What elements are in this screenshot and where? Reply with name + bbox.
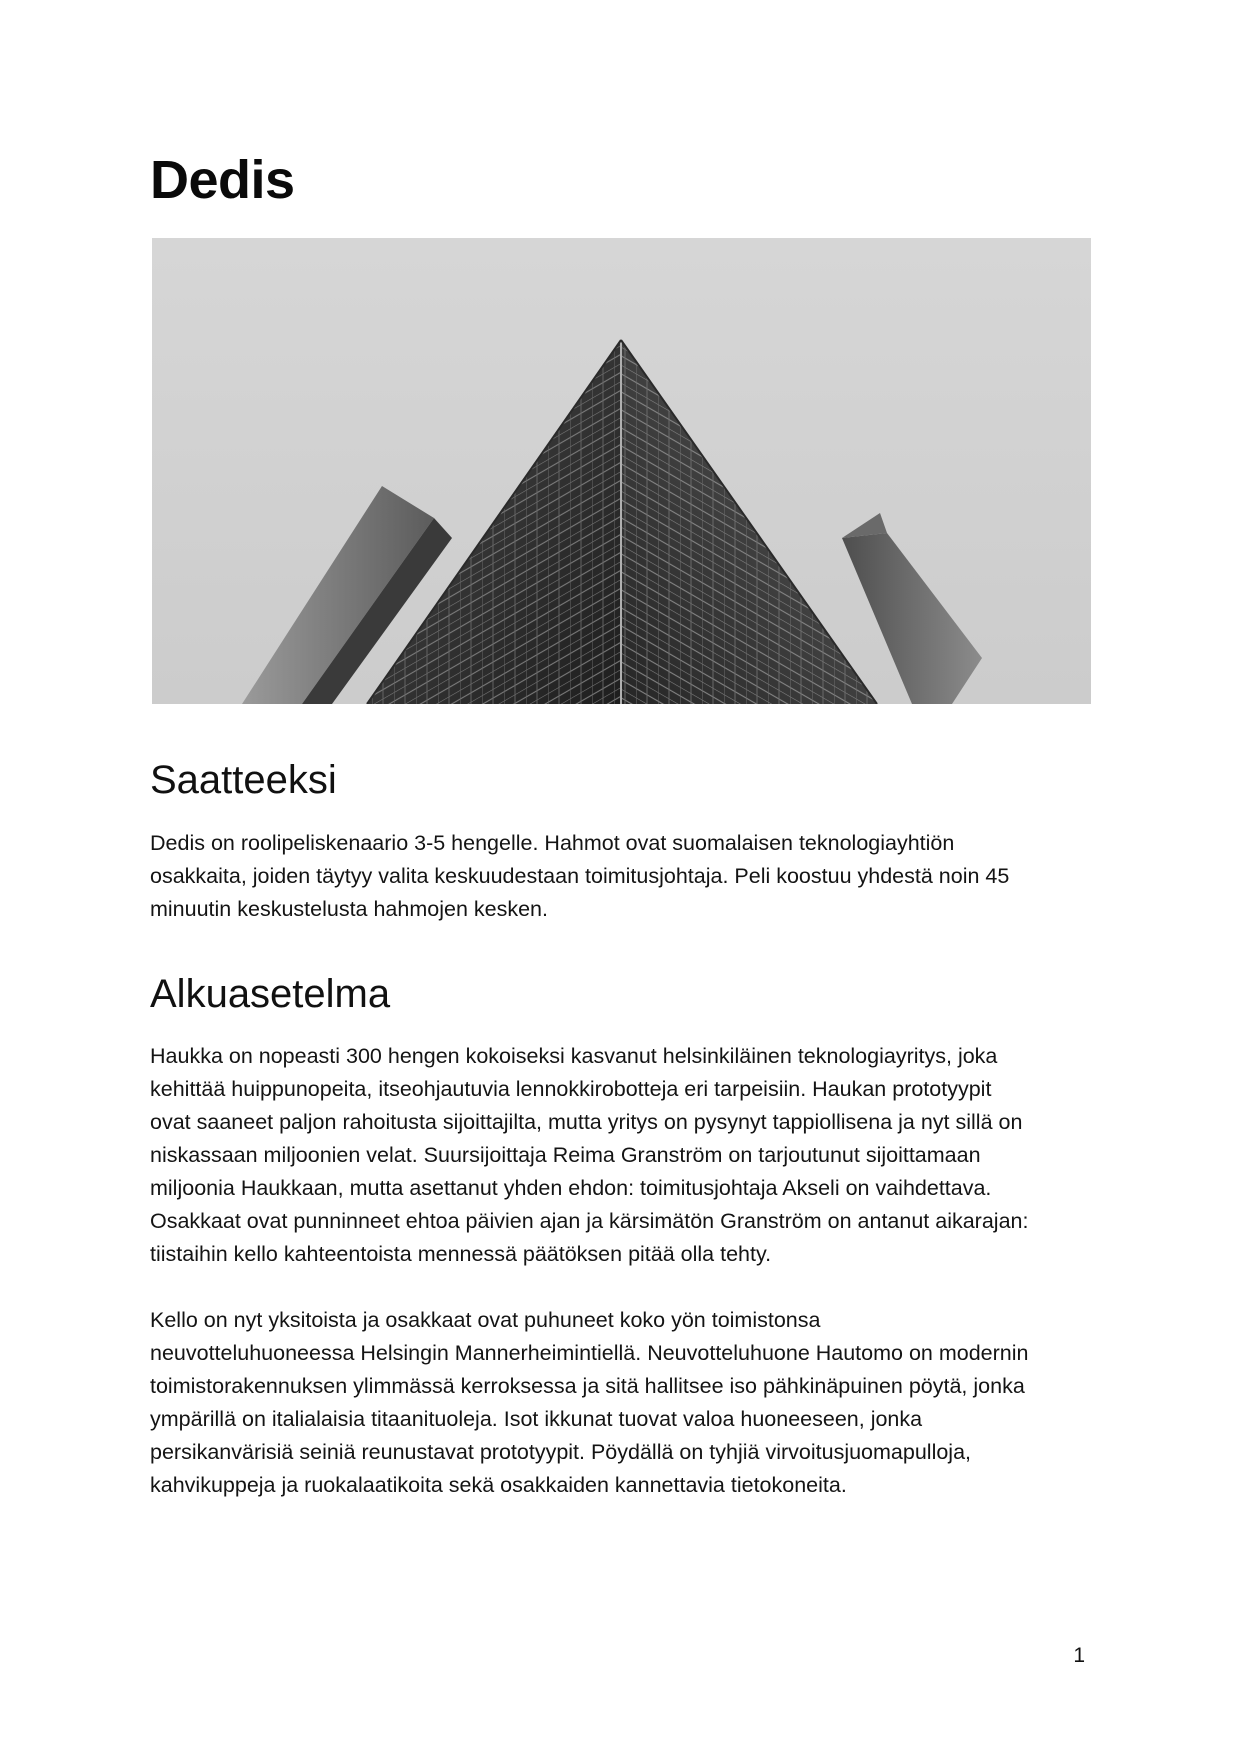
paragraph xyxy=(150,1304,1100,1502)
paragraph xyxy=(150,1040,1100,1271)
paragraph-line: kahvikuppeja ja ruokalaatikoita sekä osakkaiden kannettavia tietokoneita. xyxy=(150,1473,847,1497)
page-number: 1 xyxy=(1073,1644,1085,1667)
paragraph-line: persikanvärisiä seiniä reunustavat prototyypit. Pöydällä on tyhjiä virvoitusjuomapulloja, xyxy=(150,1440,972,1464)
section-heading-alkuasetelma: Alkuasetelma xyxy=(150,972,391,1016)
paragraph-line: Osakkaat ovat punninneet ehtoa päivien ajan ja kärsimätön Granström on antanut aikarajan: xyxy=(150,1209,1029,1233)
paragraph-line: neuvotteluhuoneessa Helsingin Mannerheimintiellä. Neuvotteluhuone Hautomo on modernin xyxy=(150,1341,1029,1365)
paragraph-line: ovat saaneet paljon rahoitusta sijoittajilta, mutta yritys on pysynyt tappiollisena ja nyt sillä on xyxy=(150,1110,1023,1134)
paragraph-line: toimistorakennuksen ylimmässä kerroksessa ja sitä hallitsee iso pähkinäpuinen pöytä, jonka xyxy=(150,1374,1025,1398)
paragraph xyxy=(150,827,1100,926)
paragraph-line: minuutin keskustelusta hahmojen kesken. xyxy=(150,897,548,921)
paragraph-line: ympärillä on italialaisia titaanituoleja. Isot ikkunat tuovat valoa huoneeseen, jonka xyxy=(150,1407,923,1431)
paragraph-line: miljoonia Haukkaan, mutta asettanut yhden ehdon: toimitusjohtaja Akseli on vaihdettava. xyxy=(150,1176,992,1200)
paragraph-line: Kello on nyt yksitoista ja osakkaat ovat puhuneet koko yön toimistonsa xyxy=(150,1308,821,1332)
paragraph-line: niskassaan miljoonien velat. Suursijoittaja Reima Granström on tarjoutunut sijoittamaan xyxy=(150,1143,981,1167)
paragraph-line: kehittää huippunopeita, itseohjautuvia lennokkirobotteja eri tarpeisiin. Haukan prototyypit xyxy=(150,1077,992,1101)
building-photo-icon xyxy=(152,238,1091,704)
document-title: Dedis xyxy=(150,150,295,210)
section-heading-saatteeksi: Saatteeksi xyxy=(150,758,337,802)
paragraph-line: Haukka on nopeasti 300 hengen kokoiseksi kasvanut helsinkiläinen teknologiayritys, joka xyxy=(150,1044,998,1068)
paragraph-line: Dedis on roolipeliskenaario 3-5 hengelle. Hahmot ovat suomalaisen teknologiayhtiön xyxy=(150,831,955,855)
paragraph-line: tiistaihin kello kahteentoista mennessä päätöksen pitää olla tehty. xyxy=(150,1242,772,1266)
paragraph-line: osakkaita, joiden täytyy valita keskuudestaan toimitusjohtaja. Peli koostuu yhdestä noin 45 xyxy=(150,864,1010,888)
